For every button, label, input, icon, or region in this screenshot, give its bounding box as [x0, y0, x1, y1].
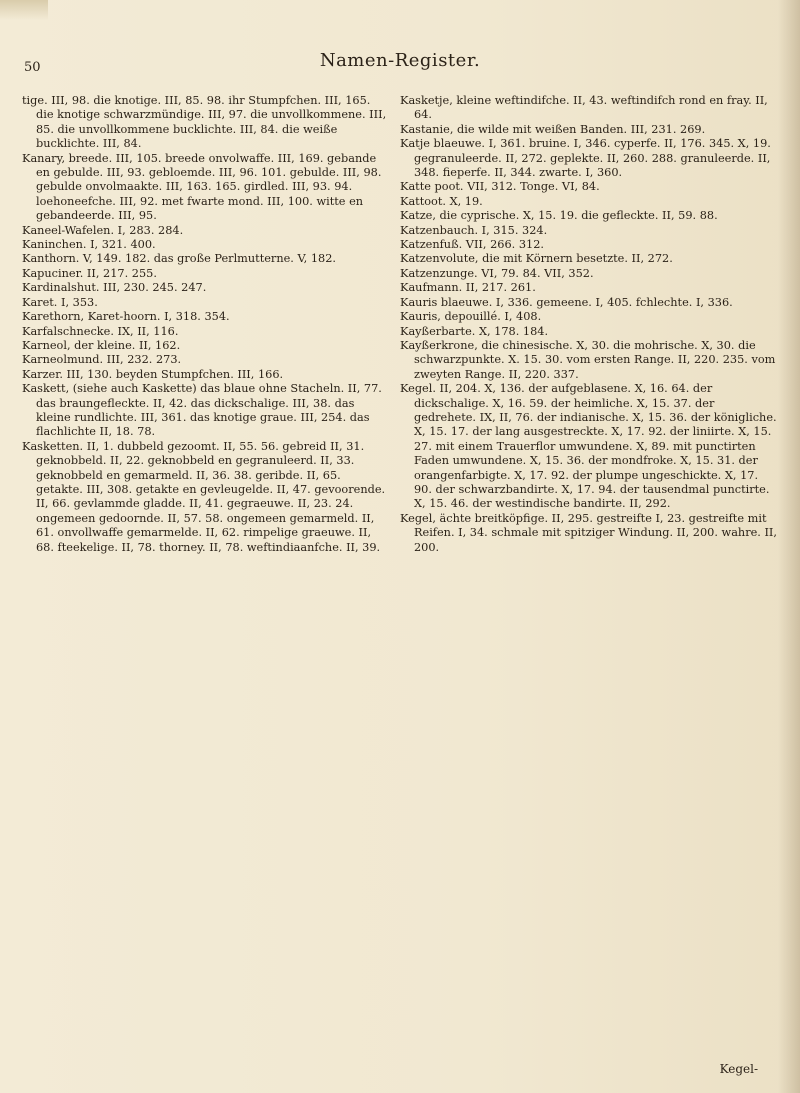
index-entry: Karneolmund. III, 232. 273.: [22, 353, 182, 367]
index-entry: Kanthorn. V, 149. 182. das große Perlmutterne. V, 182.: [22, 252, 336, 266]
index-entry: Kattoot. X, 19.: [400, 194, 483, 208]
index-entry: Katzenfuß. VII, 266. 312.: [400, 238, 544, 252]
page-corner-shading: [0, 0, 48, 20]
page-edge-shadow: [778, 0, 800, 1093]
index-entry: Kanary, breede. III, 105. breede onvolwaffe. III, 169. gebande en gebulde. III, 93. gebloemde. III, 96. 101. gebulde. III, 98. gebulde onvolmaakte. III, 163. 165. girdled. III, 93. 94. loehoneefche. III, 92. met fwarte mond. III, 100. witte en gebandeerde. III, 95.: [22, 151, 382, 223]
index-entry: Katte poot. VII, 312. Tonge. VI, 84.: [400, 180, 600, 194]
index-entry: Kaninchen. I, 321. 400.: [22, 238, 156, 252]
index-entry: Karfalschnecke. IX, II, 116.: [22, 324, 179, 338]
index-entry: Kapuciner. II, 217. 255.: [22, 266, 157, 280]
index-entry: Kasketje, kleine weftindifche. II, 43. weftindifch rond en fray. II, 64.: [400, 94, 768, 122]
index-entry: Kauris, depouillé. I, 408.: [400, 310, 542, 324]
index-entry: Karethorn, Karet-hoorn. I, 318. 354.: [22, 310, 230, 324]
index-entry: Karet. I, 353.: [22, 295, 98, 309]
index-entry: Katzenvolute, die mit Körnern besetzte. II, 272.: [400, 252, 673, 266]
index-entry: Kasketten. II, 1. dubbeld gezoomt. II, 55. 56. gebreid II, 31. geknobbeld. II, 22. geknobbeld en gegranuleerd. II, 33. geknobbeld en gemarmeld. II, 36. 38. geribde. II, 65. getakte. III, 308. getakte en gevleugelde. II, 47. gevoorende. II, 66. gevlammde gladde. II, 41. gegraeuwe. II, 23. 24. ongemeen gedoornde. II, 57. 58. ongemeen gemarmeld. II, 61. onvollwaffe gemarmelde. II, 62. rimpelige graeuwe. II, 68. fteekelige. II, 78. thorney. II, 78. weftindiaanfche. II, 39.: [22, 439, 386, 554]
index-entry: Kaneel-Wafelen. I, 283. 284.: [22, 223, 184, 237]
page-title: Namen-Register.: [319, 50, 481, 71]
right-column: [400, 94, 778, 555]
index-entry: Kardinalshut. III, 230. 245. 247.: [22, 281, 207, 295]
index-entry: Kastanie, die wilde mit weißen Banden. III, 231. 269.: [400, 122, 706, 136]
index-entry: Karneol, der kleine. II, 162.: [22, 338, 181, 352]
index-entry: Kayßerbarte. X, 178. 184.: [400, 324, 549, 338]
index-entry: Katze, die cyprische. X, 15. 19. die gefleckte. II, 59. 88.: [400, 209, 718, 223]
index-entry: Katje blaeuwe. I, 361. bruine. I, 346. cyperfe. II, 176. 345. X, 19. gegranuleerde. II, 272. geplekte. II, 260. 288. granuleerde. II, 348. fieperfe. II, 344. zwarte. I, 360.: [400, 137, 771, 180]
index-entry: tige. III, 98. die knotige. III, 85. 98. ihr Stumpfchen. III, 165. die knotige schwarzmündige. III, 97. die unvollkommene. III, 85. die unvollkommene bucklichte. III, 84. die weiße bucklichte. III, 84.: [22, 94, 387, 151]
index-entry: Kaskett, (siehe auch Kaskette) das blaue ohne Stacheln. II, 77. das braungefleckte. II, 42. das dickschalige. III, 38. das kleine rundlichte. III, 361. das knotige graue. III, 254. das flachlichte II, 18. 78.: [22, 382, 382, 439]
index-entry: Karzer. III, 130. beyden Stumpfchen. III, 166.: [22, 367, 284, 381]
index-entry: Kegel. II, 204. X, 136. der aufgeblasene. X, 16. 64. der dickschalige. X, 16. 59. der heimliche. X, 15. 37. der gedrehete. IX, II, 76. der indianische. X, 15. 36. der königliche. X, 15. 17. der lang ausgestreckte. X, 17. 92. der liniirte. X, 15. 27. mit einem Trauerflor umwundene. X, 89. mit punctirten Faden umwundene. X, 15. 36. der mondfroke. X, 15. 31. der orangenfarbigte. X, 17. 92. der plumpe ungeschickte. X, 17. 90. der schwarzbandirte. X, 17. 94. der tausendmal punctirte. X, 15. 46. der westindische bandirte. II, 292.: [400, 382, 777, 511]
index-entry: Kayßerkrone, die chinesische. X, 30. die mohrische. X, 30. die schwarzpunkte. X. 15. 30. vom ersten Range. II, 220. 235. vom zweyten Range. II, 220. 337.: [400, 338, 776, 381]
page-header: [0, 46, 800, 76]
index-entry: Kaufmann. II, 217. 261.: [400, 281, 536, 295]
catchword: Kegel-: [719, 1062, 758, 1076]
index-entry: Katzenbauch. I, 315. 324.: [400, 223, 548, 237]
index-entry: Kauris blaeuwe. I, 336. gemeene. I, 405. fchlechte. I, 336.: [400, 295, 733, 309]
left-column: [22, 94, 388, 555]
index-entry: Kegel, ächte breitköpfige. II, 295. gestreifte I, 23. gestreifte mit Reifen. I, 34. schmale mit spitziger Windung. II, 200. wahre. II, 200.: [400, 511, 777, 554]
index-entry: Katzenzunge. VI, 79. 84. VII, 352.: [400, 266, 594, 280]
page-number: 50: [24, 60, 41, 75]
